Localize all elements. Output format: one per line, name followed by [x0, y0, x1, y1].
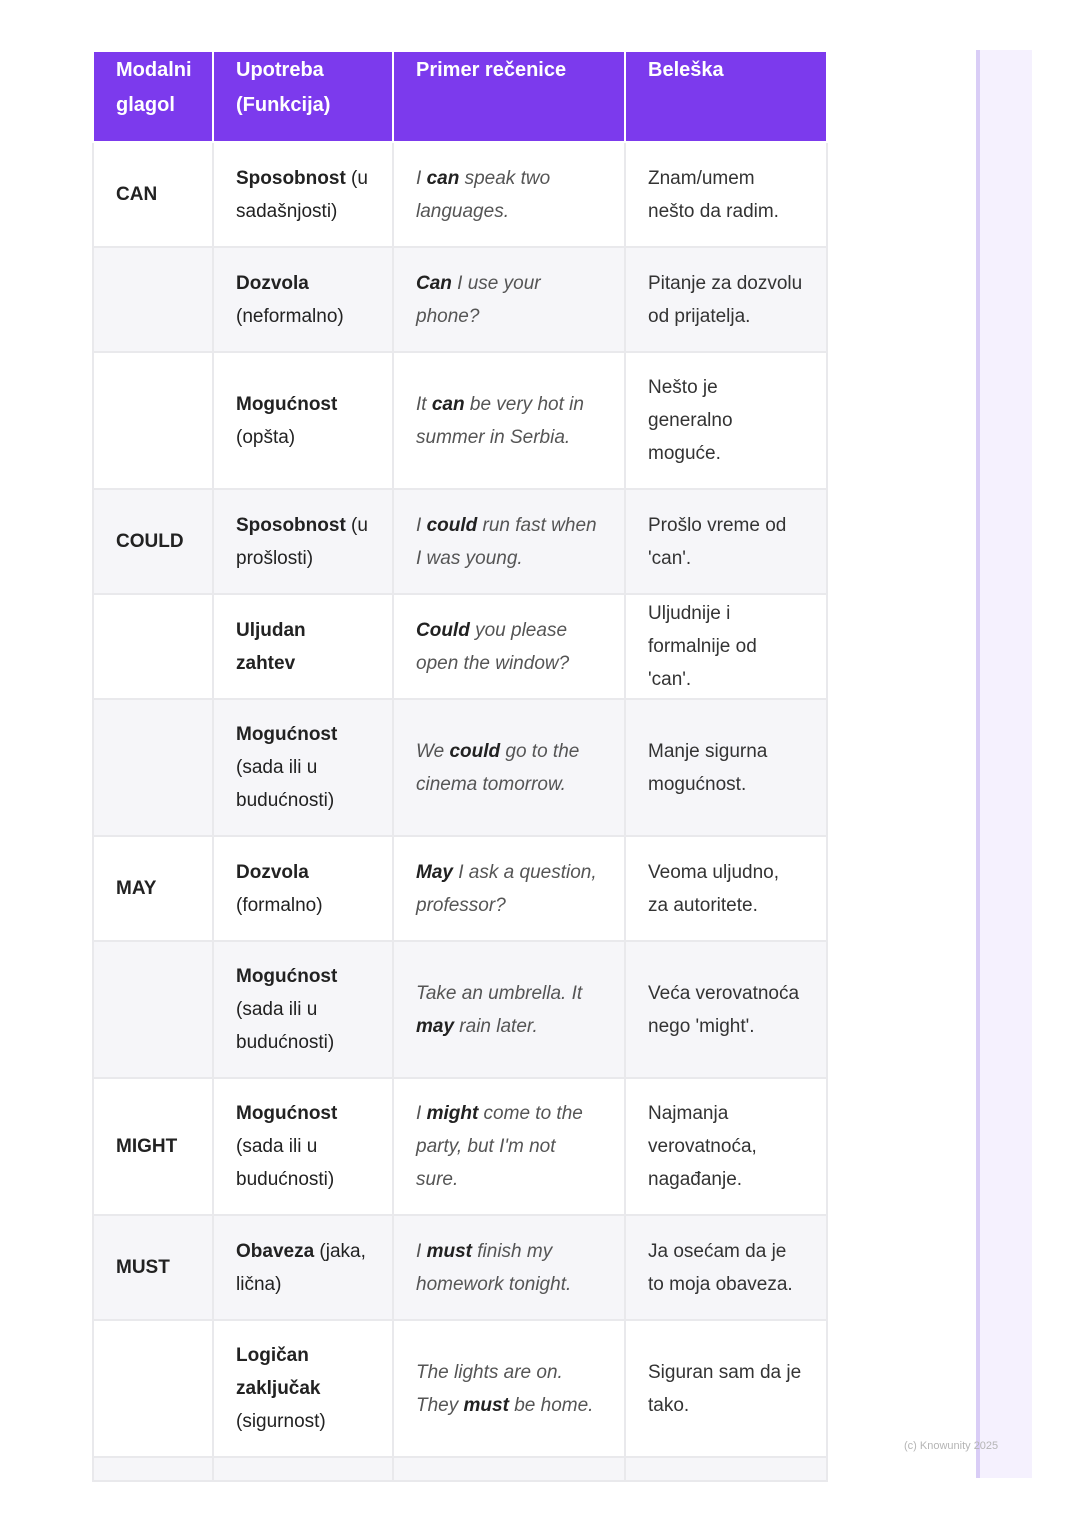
usage-detail: (u prošlosti) — [236, 514, 368, 569]
usage-term: Mogućnost — [236, 724, 338, 745]
usage-term: Sposobnost — [236, 514, 346, 536]
usage-cell — [213, 1215, 393, 1320]
table-header-row — [93, 51, 827, 142]
table-row — [93, 836, 827, 941]
example-post: be very hot in summer in Serbia. — [416, 393, 584, 448]
table-row — [93, 1320, 827, 1457]
header-usage: Upotreba (Funkcija) — [213, 51, 393, 142]
example-pre: I — [416, 167, 427, 189]
usage-detail: (neformalno) — [236, 305, 344, 327]
example-cell — [393, 142, 625, 247]
usage-detail: (sada ili u budućnosti) — [236, 757, 335, 811]
modal-verb-cell: COULD — [93, 489, 213, 594]
example-post: finish my homework tonight. — [416, 1240, 572, 1295]
note-cell: Nešto je generalno moguće. — [625, 352, 827, 489]
example-post: come to the party, but I'm not sure. — [416, 1103, 583, 1190]
note-cell: Uljudnije i formalnije od 'can'. — [625, 594, 827, 699]
modal-verb-cell: MAY — [93, 836, 213, 941]
example-post: I ask a question, professor? — [416, 861, 597, 916]
example-cell — [393, 1320, 625, 1457]
usage-detail: (u sadašnjosti) — [236, 167, 368, 222]
example-modal: could — [449, 740, 501, 762]
usage-cell — [213, 941, 393, 1078]
usage-cell — [213, 1320, 393, 1457]
usage-cell — [213, 594, 393, 699]
usage-cell — [213, 352, 393, 489]
example-post: run fast when I was young. — [416, 514, 597, 569]
usage-term: Dozvola — [236, 272, 309, 294]
copyright-footer: (c) Knowunity 2025 — [904, 1440, 999, 1452]
table-row — [93, 941, 827, 1078]
usage-cell — [213, 1078, 393, 1215]
example-post: go to the cinema tomorrow. — [416, 740, 580, 795]
usage-cell — [213, 247, 393, 352]
usage-term: Obaveza — [236, 1240, 315, 1262]
example-modal: Could — [416, 619, 470, 641]
example-post: rain later. — [454, 1015, 538, 1037]
modal-verb-cell — [93, 594, 213, 699]
usage-detail: (sada ili u budućnosti) — [236, 999, 335, 1053]
example-cell — [393, 594, 625, 699]
note-cell: Pitanje za dozvolu od prijatelja. — [625, 247, 827, 352]
header-modal-verb: Modalni glagol — [93, 51, 213, 142]
table-row — [93, 142, 827, 247]
table-row — [93, 352, 827, 489]
example-modal: can — [431, 393, 465, 415]
example-cell — [393, 489, 625, 594]
note-cell: Najmanja verovatnoća, nagađanje. — [625, 1078, 827, 1215]
example-pre: It — [416, 393, 432, 415]
side-panel — [976, 50, 1032, 1478]
example-pre: The lights are on. They — [416, 1361, 563, 1416]
example-post: speak two languages. — [416, 167, 551, 222]
note-cell: Ja osećam da je to moja obaveza. — [625, 1215, 827, 1320]
usage-term: Mogućnost — [236, 393, 338, 415]
usage-cell — [213, 836, 393, 941]
example-cell — [393, 352, 625, 489]
usage-term: Mogućnost — [236, 1103, 338, 1124]
example-post: I use your phone? — [416, 272, 541, 327]
modal-verb-cell — [93, 247, 213, 352]
usage-detail: (sigurnost) — [236, 1411, 326, 1432]
cutoff-cell — [393, 1457, 625, 1481]
example-modal: must — [463, 1394, 509, 1416]
header-example: Primer rečenice — [393, 51, 625, 142]
table-row — [93, 594, 827, 699]
usage-term: Uljudan zahtev — [236, 619, 306, 674]
table-row-cutoff — [93, 1457, 827, 1481]
table-row — [93, 699, 827, 836]
modal-verb-cell — [93, 352, 213, 489]
example-modal: must — [426, 1240, 472, 1262]
usage-detail: (opšta) — [236, 426, 296, 448]
modal-verb-cell: MIGHT — [93, 1078, 213, 1215]
example-pre: I — [416, 1103, 427, 1124]
example-modal: Can — [416, 272, 452, 294]
cutoff-cell — [93, 1457, 213, 1481]
example-post: you please open the window? — [416, 619, 570, 674]
example-modal: might — [426, 1103, 479, 1124]
example-modal: May — [416, 861, 453, 883]
header-note: Beleška — [625, 51, 827, 142]
usage-cell — [213, 142, 393, 247]
usage-term: Logičan zaključak — [236, 1345, 321, 1399]
example-cell — [393, 699, 625, 836]
modal-verb-cell — [93, 941, 213, 1078]
usage-cell — [213, 699, 393, 836]
modal-verb-cell — [93, 699, 213, 836]
note-cell: Siguran sam da je tako. — [625, 1320, 827, 1457]
table-row — [93, 247, 827, 352]
modal-verb-cell: CAN — [93, 142, 213, 247]
example-cell — [393, 836, 625, 941]
usage-detail: (jaka, lična) — [236, 1240, 366, 1295]
example-pre: We — [416, 740, 450, 762]
example-cell — [393, 247, 625, 352]
table-row — [93, 489, 827, 594]
modal-verbs-table — [92, 50, 828, 1482]
note-cell: Veća verovatnoća nego 'might'. — [625, 941, 827, 1078]
example-cell — [393, 1078, 625, 1215]
note-cell: Znam/umem nešto da radim. — [625, 142, 827, 247]
note-cell: Manje sigurna mogućnost. — [625, 699, 827, 836]
usage-detail: (sada ili u budućnosti) — [236, 1136, 335, 1190]
example-pre: Take an umbrella. It — [416, 982, 583, 1004]
usage-term: Sposobnost — [236, 167, 346, 189]
usage-term: Dozvola — [236, 861, 309, 883]
note-cell: Prošlo vreme od 'can'. — [625, 489, 827, 594]
example-pre: I — [416, 514, 427, 536]
usage-cell — [213, 489, 393, 594]
example-cell — [393, 1215, 625, 1320]
example-modal: may — [416, 1015, 455, 1037]
example-modal: can — [426, 167, 460, 189]
example-pre: I — [416, 1240, 427, 1262]
example-post: be home. — [508, 1394, 594, 1416]
modal-verb-cell: MUST — [93, 1215, 213, 1320]
cutoff-cell — [213, 1457, 393, 1481]
table-row — [93, 1215, 827, 1320]
example-modal: could — [426, 514, 478, 536]
note-cell: Veoma uljudno, za autoritete. — [625, 836, 827, 941]
usage-detail: (formalno) — [236, 894, 323, 916]
example-cell — [393, 941, 625, 1078]
side-panel-border — [976, 50, 980, 1478]
cutoff-cell — [625, 1457, 827, 1481]
modal-verb-cell — [93, 1320, 213, 1457]
usage-term: Mogućnost — [236, 966, 338, 987]
table-row — [93, 1078, 827, 1215]
